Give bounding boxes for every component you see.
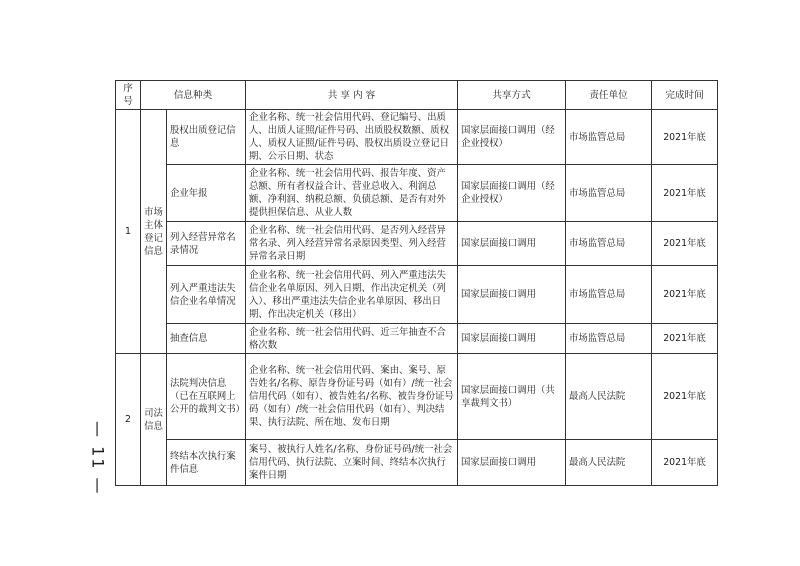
method-cell: 国家层面接口调用	[458, 440, 566, 486]
info-type-cell: 股权出质登记信息	[167, 110, 246, 165]
category-cell: 司法信息	[141, 354, 167, 486]
seq-cell: 1	[116, 110, 141, 354]
header-content: 共 享 内 容	[246, 81, 458, 110]
time-cell: 2021年底	[652, 110, 718, 165]
unit-cell: 市场监管总局	[566, 222, 652, 266]
info-type-cell: 列入严重违法失信企业名单情况	[167, 266, 246, 324]
content-cell: 企业名称、统一社会信用代码、案由、案号、原告姓名/名称、原告身份证号码（如有）/统一社会信用代码（如有）、被告姓名/名称、被告身份证号码（如有）/统一社会信用代码（如有）、判决结果、执行法院、所在地、发布日期	[246, 354, 458, 440]
time-cell: 2021年底	[652, 324, 718, 354]
header-unit: 责任单位	[566, 81, 652, 110]
table-row	[116, 222, 718, 266]
content-cell: 企业名称、统一社会信用代码、报告年度、资产总额、所有者权益合计、营业总收入、利润总额、净利润、纳税总额、负债总额、是否有对外提供担保信息、从业人数	[246, 165, 458, 222]
header-row	[116, 81, 718, 110]
table-row	[116, 110, 718, 165]
seq-cell: 2	[116, 354, 141, 486]
table-row	[116, 440, 718, 486]
info-type-cell: 列入经营异常名录情况	[167, 222, 246, 266]
method-cell: 国家层面接口调用（经企业授权）	[458, 110, 566, 165]
unit-cell: 市场监管总局	[566, 165, 652, 222]
content-cell: 企业名称、统一社会信用代码、登记编号、出质人、出质人证照/证件号码、出质股权数额、质权人、质权人证照/证件号码、股权出质设立登记日期、公示日期、状态	[246, 110, 458, 165]
info-type-cell: 法院判决信息（已在互联网上公开的裁判文书）	[167, 354, 246, 440]
category-cell: 市场主体登记信息	[141, 110, 167, 354]
unit-cell: 市场监管总局	[566, 324, 652, 354]
table-row	[116, 354, 718, 440]
unit-cell: 市场监管总局	[566, 266, 652, 324]
time-cell: 2021年底	[652, 222, 718, 266]
method-cell: 国家层面接口调用（经企业授权）	[458, 165, 566, 222]
unit-cell: 最高人民法院	[566, 354, 652, 440]
info-type-cell: 终结本次执行案件信息	[167, 440, 246, 486]
content-cell: 企业名称、统一社会信用代码、列入严重违法失信企业名单原因、列入日期、作出决定机关（列入）、移出严重违法失信企业名单原因、移出日期、作出决定机关（移出）	[246, 266, 458, 324]
time-cell: 2021年底	[652, 266, 718, 324]
info-sharing-table	[115, 80, 718, 486]
time-cell: 2021年底	[652, 354, 718, 440]
method-cell: 国家层面接口调用（共享裁判文书）	[458, 354, 566, 440]
info-type-cell: 抽查信息	[167, 324, 246, 354]
header-info-type: 信息种类	[141, 81, 246, 110]
unit-cell: 市场监管总局	[566, 110, 652, 165]
header-time: 完成时间	[652, 81, 718, 110]
unit-cell: 最高人民法院	[566, 440, 652, 486]
table-row	[116, 324, 718, 354]
method-cell: 国家层面接口调用	[458, 324, 566, 354]
content-cell: 案号、被执行人姓名/名称、身份证号码/统一社会信用代码、执行法院、立案时间、终结本次执行案件日期	[246, 440, 458, 486]
method-cell: 国家层面接口调用	[458, 222, 566, 266]
method-cell: 国家层面接口调用	[458, 266, 566, 324]
table-row	[116, 165, 718, 222]
table-row	[116, 266, 718, 324]
header-method: 共享方式	[458, 81, 566, 110]
info-type-cell: 企业年报	[167, 165, 246, 222]
header-seq: 序号	[116, 81, 141, 110]
page-number: — 11 —	[88, 420, 108, 496]
time-cell: 2021年底	[652, 440, 718, 486]
time-cell: 2021年底	[652, 165, 718, 222]
content-cell: 企业名称、统一社会信用代码、是否列入经营异常名录、列入经营异常名录原因类型、列入经营异常名录日期	[246, 222, 458, 266]
content-cell: 企业名称、统一社会信用代码、近三年抽查不合格次数	[246, 324, 458, 354]
